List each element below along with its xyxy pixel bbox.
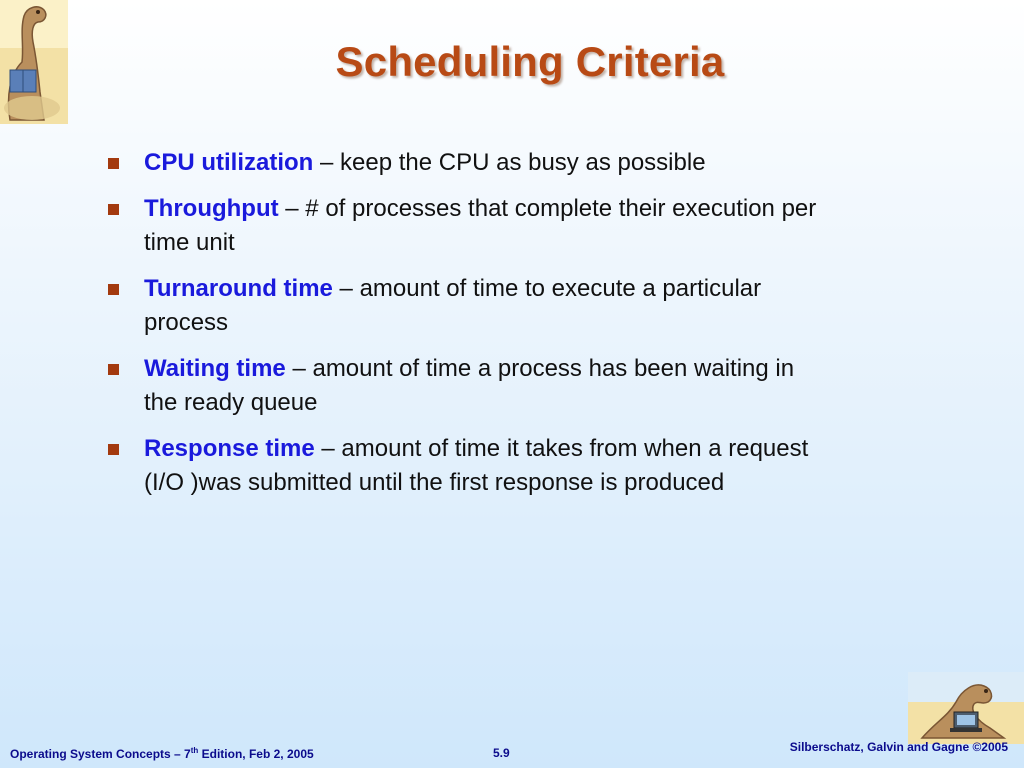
criterion-description: – amount of time to execute a particular process [144,275,762,336]
list-item [104,192,824,260]
criterion-description: – keep the CPU as busy as possible [313,149,706,176]
footer-authors: Silberschatz, Galvin and Gagne ©2005 [789,740,1008,754]
list-item [104,432,824,500]
criterion-term: Turnaround time [144,275,333,302]
list-item [104,272,824,340]
list-item [104,146,824,180]
slide-footer [0,736,1024,768]
slide-title: Scheduling Criteria [335,38,725,85]
square-bullet-icon [108,158,119,169]
page-number: 5.9 [493,746,510,760]
footer-book-title: Operating System Concepts – 7th Edition, Feb 2, 2005 [10,746,314,761]
bullet-list [104,146,824,512]
criterion-description: – amount of time it takes from when a request (I/O )was submitted until the first response is produced [144,435,809,496]
criterion-description: – # of processes that complete their execution per time unit [144,195,817,256]
square-bullet-icon [108,204,119,215]
square-bullet-icon [108,364,119,375]
dinosaur-laptop-icon [908,672,1024,744]
square-bullet-icon [108,444,119,455]
criterion-description: – amount of time a process has been waiting in the ready queue [144,355,795,416]
criterion-term: Response time [144,435,315,462]
square-bullet-icon [108,284,119,295]
criterion-term: Throughput [144,195,279,222]
criterion-term: CPU utilization [144,149,314,176]
criterion-term: Waiting time [144,355,286,382]
list-item [104,352,824,420]
